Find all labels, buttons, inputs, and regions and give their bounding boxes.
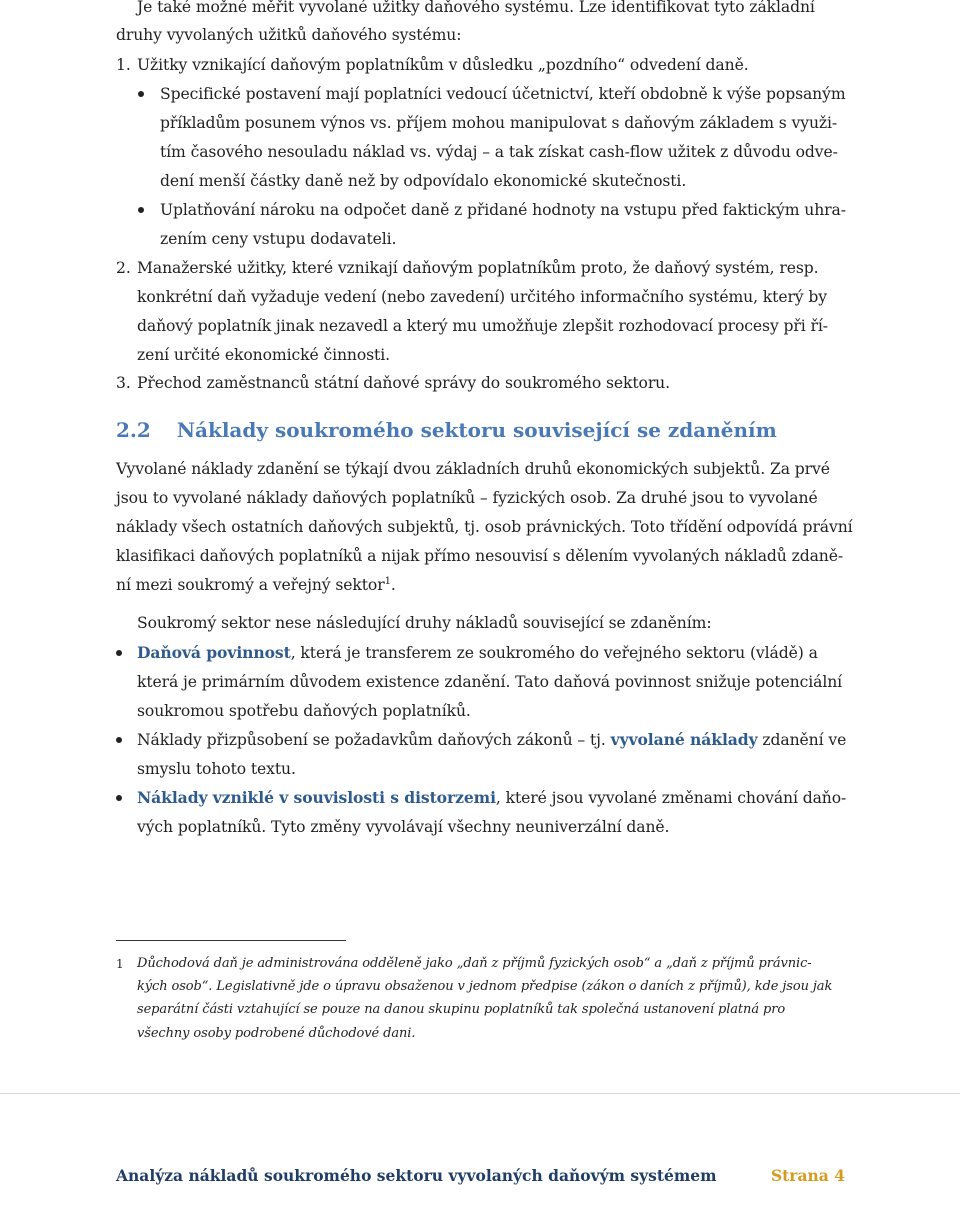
- footer-divider: [0, 1093, 960, 1094]
- footnote-line: kých osob“. Legislativně jde o úpravu obsaženou v jednom předpise (zákon o daních z příjmů), kde jsou jak: [137, 979, 833, 994]
- sub-item-1-line: tím časového nesouladu náklad vs. výdaj – a tak získat cash-flow užitek z důvodu odve-: [160, 143, 838, 161]
- section-title: Náklady soukromého sektoru související se zdaněním: [176, 418, 777, 442]
- bullet-icon: [116, 795, 122, 801]
- footnote-line: všechny osoby podrobené důchodové dani.: [137, 1026, 416, 1041]
- intro-line-1: Je také možné měřit vyvolané užitky daňového systému. Lze identifikovat tyto základní: [137, 0, 815, 16]
- paragraph-line: klasifikaci daňových poplatníků a nijak přímo nesouvisí s dělením vyvolaných nákladů zdaně-: [116, 547, 844, 565]
- footnote-reference[interactable]: 1: [384, 576, 391, 587]
- paragraph-end: .: [390, 576, 396, 594]
- term-danova-povinnost: Daňová povinnost: [137, 643, 291, 662]
- list-number-2: 2.: [116, 259, 131, 277]
- section-heading: [116, 417, 777, 443]
- bullet-icon: [138, 207, 144, 213]
- footnote-divider: [116, 940, 346, 941]
- bullet-1-line: která je primárním důvodem existence zdanění. Tato daňová povinnost snižuje potenciální: [137, 673, 843, 691]
- page-number: Strana 4: [770, 1166, 845, 1185]
- term-naklady-distorze: Náklady vzniklé v souvislosti s distorzemi: [137, 788, 496, 807]
- bullet-1-line: soukromou spotřebu daňových poplatníků.: [137, 702, 471, 720]
- footnote-number: 1: [116, 957, 124, 971]
- footer-title: Analýza nákladů soukromého sektoru vyvolaných daňovým systémem: [116, 1166, 717, 1185]
- sub-item-1-line: příkladům posunem výnos vs. příjem mohou manipulovat s daňovým základem s využi-: [160, 114, 838, 132]
- list-number-1: 1.: [116, 56, 131, 74]
- bullet-3-line: [137, 788, 846, 808]
- list-item-2-line: zení určité ekonomické činnosti.: [137, 346, 390, 364]
- footnote-line: separátní části vztahující se pouze na danou skupinu poplatníků tak společná ustanovení platná pro: [137, 1002, 786, 1017]
- sub-item-2-line: Uplatňování nároku na odpočet daně z přidané hodnoty na vstupu před faktickým uhra-: [160, 201, 846, 219]
- paragraph-line: Vyvolané náklady zdanění se týkají dvou základních druhů ekonomických subjektů. Za prvé: [116, 460, 830, 478]
- list-item-2-line: daňový poplatník jinak nezavedl a který mu umožňuje zlepšit rozhodovací procesy při ří-: [137, 317, 828, 335]
- section-number: 2.2: [116, 418, 151, 442]
- list-item-2-line: Manažerské užitky, které vznikají daňovým poplatníkům proto, že daňový systém, resp.: [137, 259, 819, 277]
- sub-item-1-line: Specifické postavení mají poplatníci vedoucí účetnictví, kteří obdobně k výše popsaným: [160, 85, 846, 103]
- bullet-3-line: vých poplatníků. Tyto změny vyvolávají všechny neuniverzální daně.: [137, 818, 670, 836]
- list-item-2-line: konkrétní daň vyžaduje vedení (nebo zavedení) určitého informačního systému, který by: [137, 288, 827, 306]
- sub-item-2-line: zením ceny vstupu dodavateli.: [160, 230, 397, 248]
- paragraph-line: náklady všech ostatních daňových subjektů, tj. osob právnických. Toto třídění odpovídá právní: [116, 518, 853, 536]
- bullet-3-text: , které jsou vyvolané změnami chování daňo-: [495, 789, 847, 807]
- bullet-icon: [116, 650, 122, 656]
- paragraph-text: ní mezi soukromý a veřejný sektor: [116, 576, 385, 594]
- bullet-2-text: Náklady přizpůsobení se požadavkům daňových zákonů – tj.: [137, 731, 611, 749]
- paragraph-lead: Soukromý sektor nese následující druhy nákladů související se zdaněním:: [137, 614, 712, 632]
- intro-line-2: druhy vyvolaných užitků daňového systému:: [116, 26, 462, 44]
- bullet-2-line: smyslu tohoto textu.: [137, 760, 296, 778]
- paragraph-line: jsou to vyvolané náklady daňových poplatníků – fyzických osob. Za druhé jsou to vyvolané: [116, 489, 818, 507]
- paragraph-last-line: [116, 575, 396, 595]
- bullet-1-line: [137, 643, 818, 663]
- term-vyvolane-naklady: vyvolané náklady: [610, 730, 758, 749]
- list-item-1-title: Užitky vznikající daňovým poplatníkům v důsledku „pozdního“ odvedení daně.: [137, 56, 749, 74]
- footnote-line: Důchodová daň je administrována odděleně jako „daň z příjmů fyzických osob“ a „daň z příjmů právnic-: [137, 956, 812, 971]
- bullet-1-text: , která je transferem ze soukromého do veřejného sektoru (vládě) a: [290, 644, 818, 662]
- sub-item-1-line: dení menší částky daně než by odpovídalo ekonomické skutečnosti.: [160, 172, 687, 190]
- bullet-icon: [138, 91, 144, 97]
- bullet-icon: [116, 737, 122, 743]
- bullet-2-line: [137, 730, 846, 750]
- list-number-3: 3.: [116, 374, 131, 392]
- list-item-3: Přechod zaměstnanců státní daňové správy do soukromého sektoru.: [137, 374, 670, 392]
- bullet-2-text: zdanění ve: [757, 731, 847, 749]
